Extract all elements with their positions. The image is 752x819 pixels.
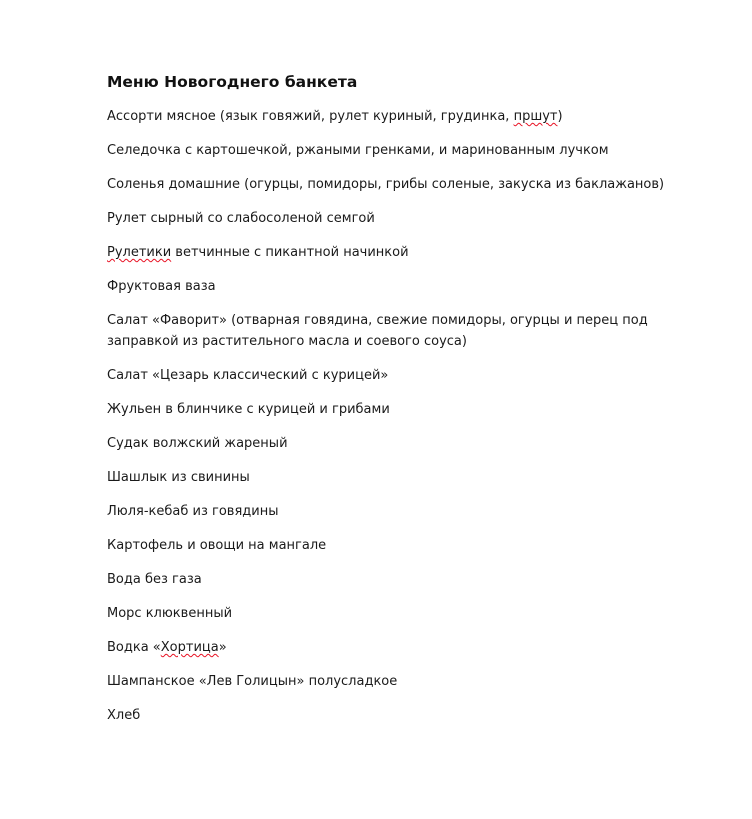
menu-item-text: Люля-кебаб из говядины <box>107 504 279 519</box>
menu-item <box>107 276 707 297</box>
menu-item-text: Судак волжский жареный <box>107 436 288 451</box>
menu-title: Меню Новогоднего банкета <box>107 73 358 91</box>
menu-item-text: Жульен в блинчике с курицей и грибами <box>107 402 390 417</box>
menu-item-text: Соленья домашние (огурцы, помидоры, грибы соленые, закуска из баклажанов) <box>107 177 665 192</box>
menu-item-text: Картофель и овощи на мангале <box>107 538 327 553</box>
menu-item-text: Селедочка с картошечкой, ржаными гренками, и маринованным лучком <box>107 143 609 158</box>
menu-item-text: Рулет сырный со слабосоленой семгой <box>107 211 375 226</box>
menu-item-text: Ассорти мясное (язык говяжий, рулет куриный, грудинка, <box>107 109 514 124</box>
menu-item <box>107 705 707 726</box>
document-content <box>107 72 707 739</box>
menu-item <box>107 174 707 195</box>
menu-item-text: » <box>218 640 227 655</box>
menu-item <box>107 603 707 624</box>
menu-item-text: ветчинные с пикантной начинкой <box>171 245 409 260</box>
spellcheck-word: Хортица <box>160 640 219 655</box>
menu-item <box>107 310 707 352</box>
menu-item-text: Шашлык из свинины <box>107 470 250 485</box>
menu-item <box>107 140 707 161</box>
menu-item-text: Салат «Фаворит» (отварная говядина, свежие помидоры, огурцы и перец под заправкой из растительного масла и соевого соуса) <box>107 313 648 349</box>
menu-item <box>107 106 707 127</box>
spellcheck-word: пршут <box>513 109 558 124</box>
menu-item <box>107 467 707 488</box>
spellcheck-word: Рулетики <box>107 245 172 260</box>
menu-item-text: Морс клюквенный <box>107 606 233 621</box>
menu-item-text: Водка « <box>107 640 161 655</box>
menu-item <box>107 535 707 556</box>
menu-item-text: Салат «Цезарь классический с курицей» <box>107 368 389 383</box>
menu-item <box>107 569 707 590</box>
menu-item <box>107 501 707 522</box>
menu-item <box>107 433 707 454</box>
menu-item-text: Фруктовая ваза <box>107 279 216 294</box>
menu-item <box>107 208 707 229</box>
menu-item-text: Хлеб <box>107 708 141 723</box>
menu-item-text: Шампанское «Лев Голицын» полусладкое <box>107 674 398 689</box>
menu-item <box>107 671 707 692</box>
menu-list <box>107 106 707 726</box>
menu-item <box>107 637 707 658</box>
menu-item-text: Вода без газа <box>107 572 202 587</box>
menu-item <box>107 399 707 420</box>
menu-item-text: ) <box>557 109 563 124</box>
menu-item <box>107 365 707 386</box>
menu-item <box>107 242 707 263</box>
